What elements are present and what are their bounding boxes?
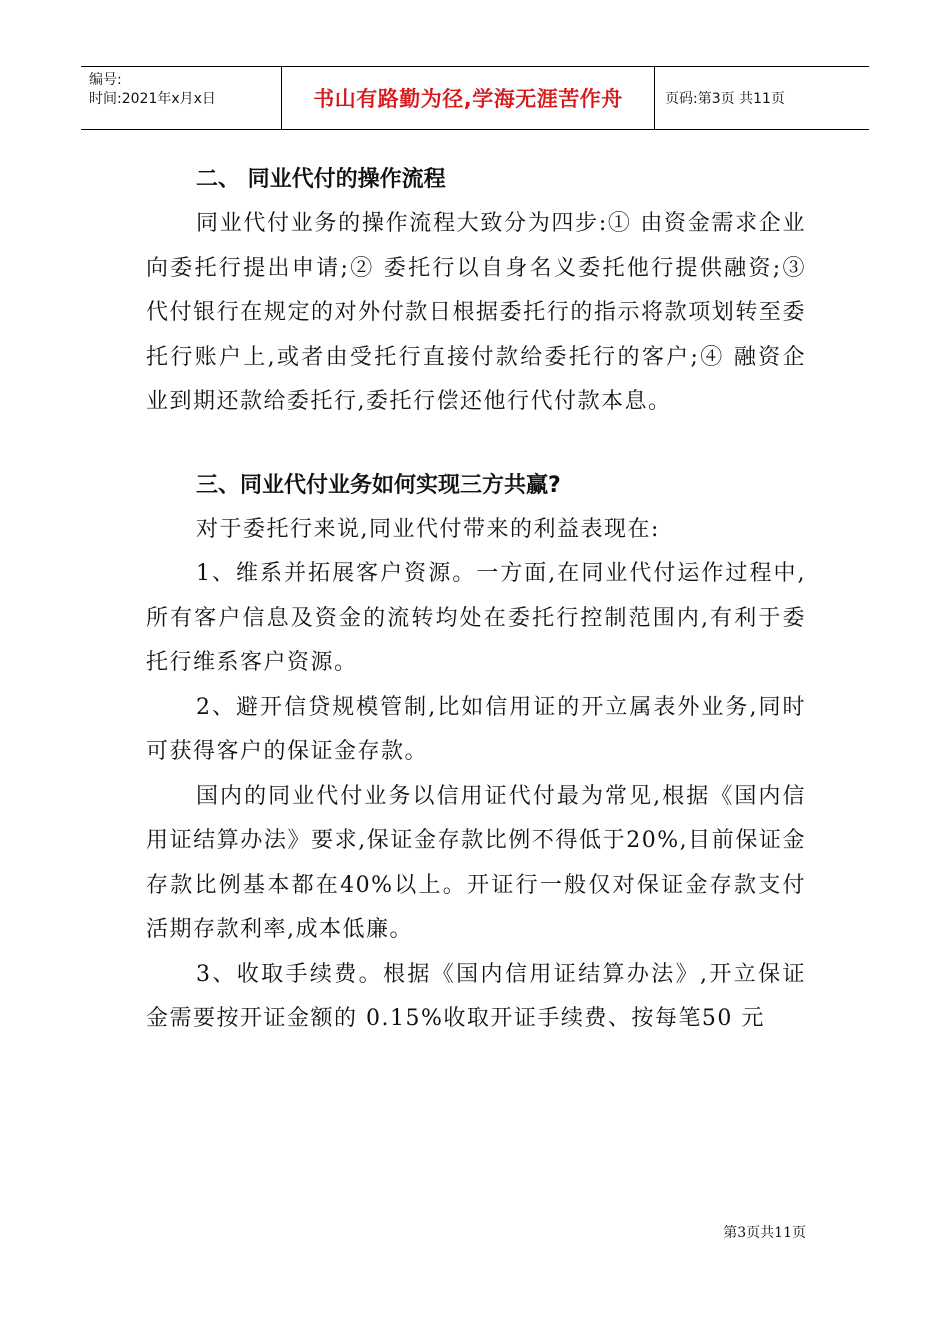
header-number-label: 编号: [89, 72, 122, 88]
page-header [81, 66, 869, 130]
header-time-label: 时间:2021年x月x日 [89, 91, 216, 107]
page-footer: 第3页共11页 [723, 1225, 806, 1241]
paragraph: 对于委托行来说,同业代付带来的利益表现在: [196, 516, 660, 542]
section-heading: 二、 同业代付的操作流程 [196, 167, 446, 192]
paragraph: 同业代付业务的操作流程大致分为四步:① 由资金需求企业向委托行提出申请;② 委托行以自身名义委托他行提供融资;③ 代付银行在规定的对外付款日根据委托行的指示将款项划转至委托行账户上,或者由受托行直接付款给委托行的客户;④ 融资企业到期还款给委托行,委托行偿还他行代付款本息。 [146, 211, 806, 414]
section-heading: 三、同业代付业务如何实现三方共赢? [196, 472, 561, 498]
header-meta [81, 67, 282, 129]
section-win-win [146, 464, 806, 1042]
paragraph: 国内的同业代付业务以信用证代付最为常见,根据《国内信用证结算办法》要求,保证金存款比例不得低于20%,目前保证金存款比例基本都在40%以上。开证行一般仅对保证金存款支付活期存款利率,成本低廉。 [146, 783, 806, 942]
paragraph: 3、收取手续费。根据《国内信用证结算办法》,开立保证金需要按开证金额的 0.15%收取开证手续费、按每笔50 元 [146, 961, 806, 1031]
section-operation-process [146, 158, 806, 425]
paragraph: 2、避开信贷规模管制,比如信用证的开立属表外业务,同时可获得客户的保证金存款。 [146, 694, 806, 764]
header-page-info: 页码:第3页 共11页 [665, 91, 785, 107]
document-body [146, 158, 806, 1042]
paragraph: 1、维系并拓展客户资源。一方面,在同业代付运作过程中,所有客户信息及资金的流转均处在委托行控制范围内,有利于委托行维系客户资源。 [146, 561, 806, 675]
header-motto: 书山有路勤为径,学海无涯苦作舟 [282, 67, 655, 129]
